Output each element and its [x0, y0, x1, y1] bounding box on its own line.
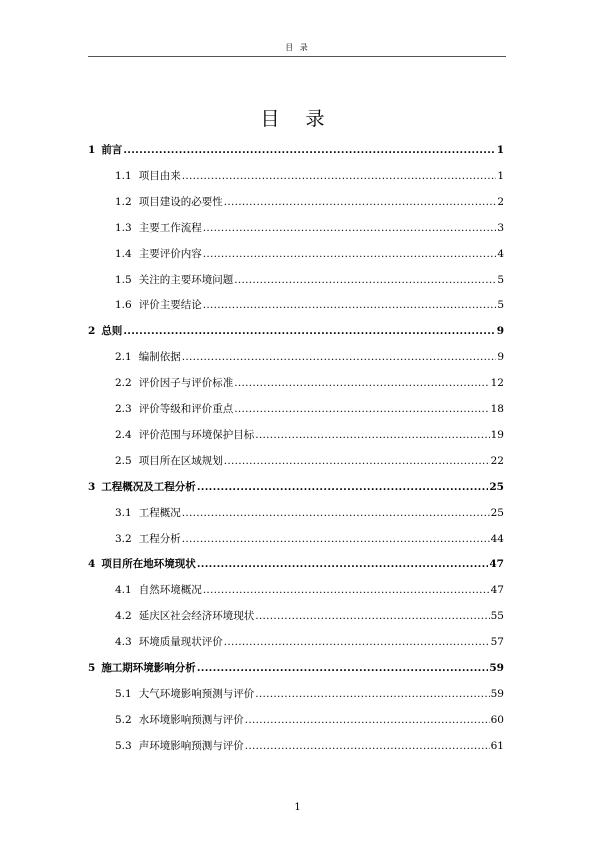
- toc-entry-title: 前言: [101, 144, 123, 156]
- toc-dot-leader: [203, 582, 490, 598]
- header-divider: [88, 56, 506, 57]
- toc-entry-number: 4.3: [115, 636, 132, 649]
- toc-dot-leader: [255, 608, 489, 624]
- toc-dot-leader: [203, 297, 497, 313]
- toc-dot-leader: [203, 246, 497, 262]
- toc-section-entry[interactable]: [88, 220, 504, 236]
- toc-entry-page: 5: [497, 299, 504, 312]
- toc-entry-page: 57: [490, 636, 504, 649]
- toc-entry-page: 9: [496, 325, 504, 338]
- toc-dot-leader: [224, 194, 497, 210]
- toc-entry-number: 3: [88, 480, 96, 493]
- toc-section-entry[interactable]: [88, 427, 504, 443]
- toc-entry-title: 项目所在区域规划: [138, 454, 223, 467]
- toc-section-entry[interactable]: [88, 634, 504, 650]
- toc-entry-number: 4: [88, 558, 96, 571]
- toc-entry-page: 22: [490, 454, 504, 467]
- toc-entry-title: 项目建设的必要性: [138, 195, 223, 208]
- toc-entry-number: 2.2: [115, 377, 132, 390]
- toc-entry-title: 施工期环境影响分析: [101, 662, 196, 674]
- toc-entry-number: 1.1: [115, 169, 132, 182]
- toc-section-entry[interactable]: [88, 738, 504, 754]
- toc-dot-leader: [182, 531, 490, 547]
- toc-entry-number: 1: [88, 144, 96, 156]
- toc-entry-title: 水环境影响预测与评价: [138, 713, 244, 726]
- toc-section-entry[interactable]: [88, 531, 504, 547]
- toc-dot-leader: [182, 349, 497, 365]
- toc-entry-title: 大气环境影响预测与评价: [138, 687, 255, 700]
- toc-entry-title: 评价主要结论: [138, 299, 202, 312]
- toc-entry-number: 1.5: [115, 273, 132, 286]
- toc-entry-title: 延庆区社会经济环境现状: [138, 610, 255, 623]
- toc-entry-page: 47: [489, 558, 504, 571]
- toc-entry-number: 5.1: [115, 687, 132, 700]
- toc-entry-title: 项目由来: [138, 169, 181, 182]
- toc-entry-number: 1.2: [115, 195, 132, 208]
- toc-entry-page: 44: [490, 532, 504, 545]
- toc-dot-leader: [197, 556, 489, 572]
- toc-entry-number: 1.4: [115, 247, 132, 260]
- toc-entry-page: 9: [497, 351, 504, 364]
- toc-entry-title: 环境质量现状评价: [138, 636, 223, 649]
- toc-entry-page: 19: [490, 428, 504, 441]
- toc-entry-number: 2: [88, 325, 96, 338]
- toc-entry-title: 关注的主要环境问题: [138, 273, 234, 286]
- toc-entry-page: 61: [490, 739, 504, 752]
- toc-section-entry[interactable]: [88, 453, 504, 469]
- toc-section-entry[interactable]: [88, 272, 504, 288]
- toc-section-entry[interactable]: [88, 608, 504, 624]
- toc-entry-number: 2.4: [115, 428, 132, 441]
- toc-entry-title: 评价等级和评价重点: [138, 403, 234, 415]
- toc-dot-leader: [255, 686, 489, 702]
- toc-entry-number: 3.1: [115, 506, 132, 519]
- toc-entry-page: 18: [490, 403, 504, 415]
- toc-entry-number: 5: [88, 662, 96, 674]
- toc-entry-page: 55: [490, 610, 504, 623]
- toc-section-entry[interactable]: [88, 194, 504, 210]
- toc-chapter-entry[interactable]: [88, 660, 504, 676]
- page-number: 1: [294, 802, 301, 813]
- toc-dot-leader: [234, 401, 489, 417]
- toc-entry-page: 59: [489, 662, 504, 674]
- toc-entry-page: 5: [497, 273, 504, 286]
- running-header: 目 录: [285, 43, 310, 52]
- toc-entry-title: 评价范围与环境保护目标: [138, 428, 255, 441]
- toc-entry-page: 12: [490, 377, 504, 390]
- toc-chapter-entry[interactable]: [88, 479, 504, 495]
- toc-section-entry[interactable]: [88, 246, 504, 262]
- toc-entry-page: 1: [496, 144, 504, 156]
- toc-section-entry[interactable]: [88, 349, 504, 365]
- toc-dot-leader: [245, 712, 490, 728]
- toc-dot-leader: [123, 142, 495, 158]
- toc-entry-title: 自然环境概况: [138, 584, 202, 597]
- toc-section-entry[interactable]: [88, 168, 504, 184]
- page-title: 目 录: [260, 108, 335, 130]
- toc-entry-title: 工程概况及工程分析: [101, 480, 196, 493]
- toc-dot-leader: [234, 375, 489, 391]
- toc-dot-leader: [182, 505, 490, 521]
- toc-dot-leader: [123, 323, 495, 339]
- toc-entry-title: 总则: [101, 325, 123, 338]
- toc-entry-title: 声环境影响预测与评价: [138, 739, 244, 752]
- toc-section-entry[interactable]: [88, 297, 504, 313]
- toc-entry-title: 主要工作流程: [138, 221, 202, 234]
- toc-entry-page: 4: [497, 247, 504, 260]
- toc-dot-leader: [255, 427, 489, 443]
- toc-dot-leader: [203, 220, 497, 236]
- toc-entry-number: 4.1: [115, 584, 132, 597]
- toc-dot-leader: [182, 168, 497, 184]
- toc-section-entry[interactable]: [88, 712, 504, 728]
- toc-entry-title: 编制依据: [138, 351, 181, 364]
- toc-chapter-entry[interactable]: [88, 323, 504, 339]
- toc-entry-title: 评价因子与评价标准: [138, 377, 234, 390]
- toc-dot-leader: [224, 453, 490, 469]
- toc-section-entry[interactable]: [88, 505, 504, 521]
- toc-dot-leader: [234, 272, 496, 288]
- toc-entry-page: 25: [490, 506, 504, 519]
- toc-entry-number: 5.3: [115, 739, 132, 752]
- toc-entry-number: 5.2: [115, 713, 132, 726]
- toc-entry-number: 2.1: [115, 351, 132, 364]
- toc-entry-number: 1.6: [115, 299, 132, 312]
- toc-entry-page: 25: [489, 480, 504, 493]
- toc-entry-title: 主要评价内容: [138, 247, 202, 260]
- toc-dot-leader: [245, 738, 490, 754]
- toc-section-entry[interactable]: [88, 401, 504, 417]
- toc-entry-title: 工程分析: [138, 532, 181, 545]
- toc-entry-page: 60: [490, 713, 504, 726]
- toc-entry-number: 4.2: [115, 610, 132, 623]
- toc-entry-title: 工程概况: [138, 506, 181, 519]
- toc-chapter-entry[interactable]: [88, 142, 504, 158]
- toc-entry-title: 项目所在地环境现状: [101, 558, 196, 571]
- toc-section-entry[interactable]: [88, 686, 504, 702]
- toc-entry-page: 1: [497, 169, 504, 182]
- toc-entry-page: 3: [497, 221, 504, 234]
- toc-entry-number: 1.3: [115, 221, 132, 234]
- toc-entry-number: 2.5: [115, 454, 132, 467]
- toc-section-entry[interactable]: [88, 582, 504, 598]
- toc-entry-page: 59: [490, 687, 504, 700]
- toc-chapter-entry[interactable]: [88, 556, 504, 572]
- toc-dot-leader: [224, 634, 490, 650]
- toc-section-entry[interactable]: [88, 375, 504, 391]
- toc-dot-leader: [197, 660, 489, 676]
- toc-entry-page: 2: [497, 195, 504, 208]
- toc-entry-number: 2.3: [115, 403, 132, 415]
- toc-entry-number: 3.2: [115, 532, 132, 545]
- toc-dot-leader: [197, 479, 489, 495]
- toc-entry-page: 47: [490, 584, 504, 597]
